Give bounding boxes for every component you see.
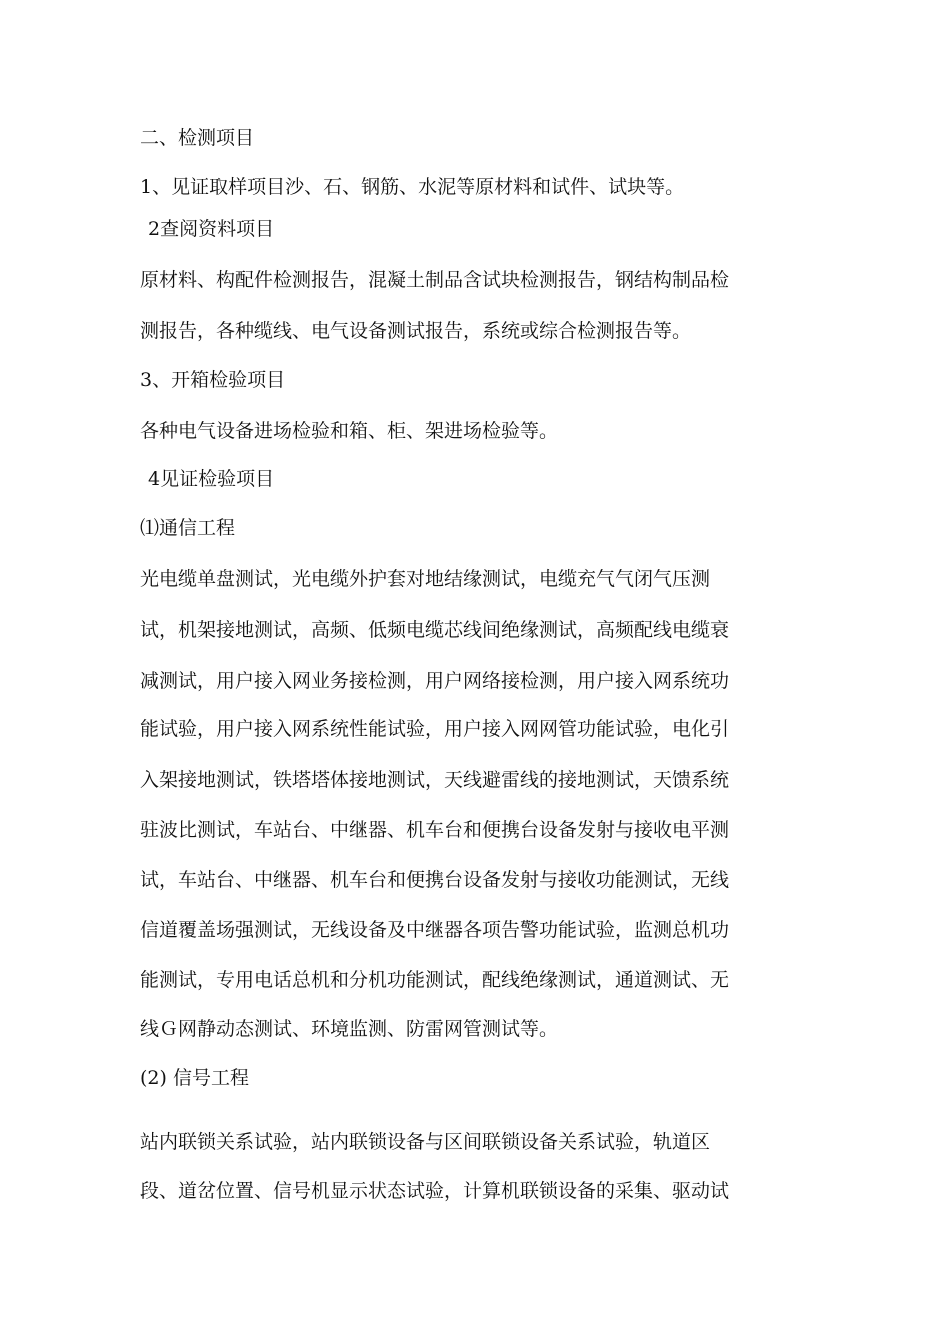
- sub-1-body-line: 试，机架接地测试，高频、低频电缆芯线间绝缘测试，高频配线电缆衰: [140, 619, 730, 641]
- sub-1-body-line: 减测试，用户接入网业务接检测，用户网络接检测，用户接入网系统功: [140, 670, 730, 692]
- item-2-body-line: 测报告，各种缆线、电气设备测试报告，系统或综合检测报告等。: [140, 320, 692, 342]
- sub-1-body-line: 能试验，用户接入网系统性能试验，用户接入网网管功能试验，电化引: [140, 718, 730, 740]
- item-3-heading: 3、开箱检验项目: [140, 369, 286, 391]
- item-1: 1、见证取样项目沙、石、钢筋、水泥等原材料和试件、试块等。: [140, 176, 685, 198]
- item-4-heading: 4见证检验项目: [148, 468, 275, 490]
- sub-2-heading: (2) 信号工程: [140, 1067, 249, 1089]
- sub-1-body-line: 线Ｇ网静动态测试、环境监测、防雷网管测试等。: [140, 1018, 559, 1040]
- sub-1-body-line: 试，车站台、中继器、机车台和便携台设备发射与接收功能测试，无线: [140, 869, 730, 891]
- sub-1-body-line: 入架接地测试，铁塔塔体接地测试，天线避雷线的接地测试，天馈系统: [140, 769, 730, 791]
- section-title: 二、检测项目: [140, 127, 255, 149]
- sub-1-body-line: 信道覆盖场强测试，无线设备及中继器各项告警功能试验，监测总机功: [140, 919, 730, 941]
- sub-2-body-line: 段、道岔位置、信号机显示状态试验，计算机联锁设备的采集、驱动试: [140, 1180, 730, 1202]
- sub-1-body-line: 光电缆单盘测试，光电缆外护套对地结缘测试，电缆充气气闭气压测: [140, 568, 711, 590]
- sub-1-heading: ⑴通信工程: [140, 517, 236, 539]
- sub-2-body-line: 站内联锁关系试验，站内联锁设备与区间联锁设备关系试验，轨道区: [140, 1131, 711, 1153]
- item-3-body: 各种电气设备进场检验和箱、柜、架进场检验等。: [140, 420, 559, 442]
- item-2-body-line: 原材料、构配件检测报告，混凝土制品含试块检测报告，钢结构制品检: [140, 269, 730, 291]
- item-2-heading: 2查阅资料项目: [148, 218, 275, 240]
- sub-1-body-line: 能测试，专用电话总机和分机功能测试，配线绝缘测试，通道测试、无: [140, 969, 730, 991]
- sub-1-body-line: 驻波比测试，车站台、中继器、机车台和便携台设备发射与接收电平测: [140, 819, 730, 841]
